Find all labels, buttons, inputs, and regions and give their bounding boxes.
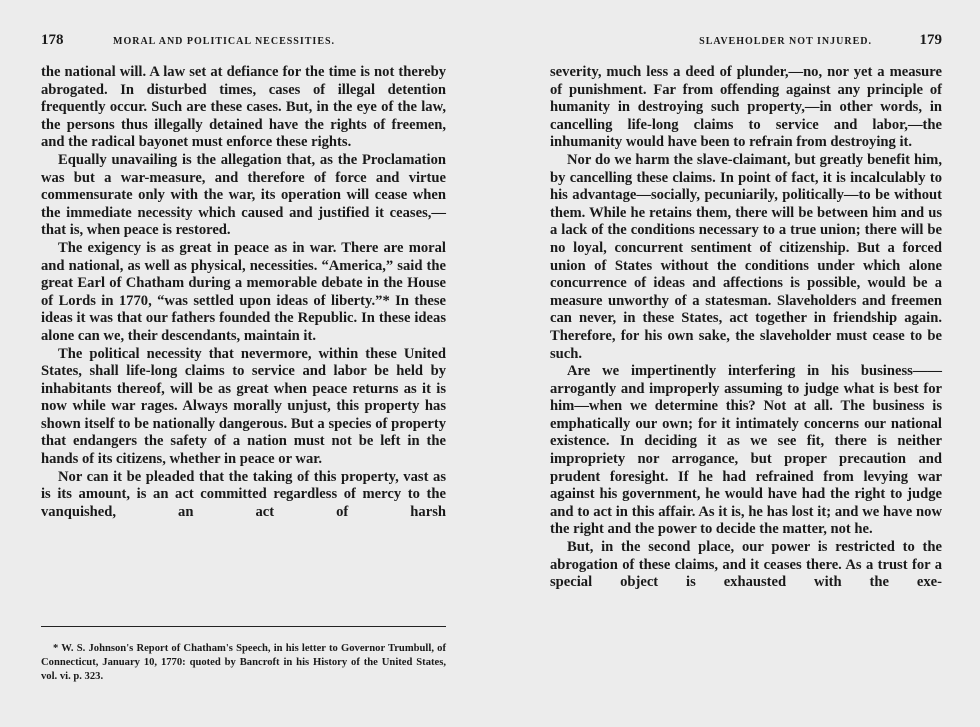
paragraph: But, in the second place, our power is restricted to the abrogation of these claims, and it ceases there. As a trust for a special object is exhausted with the exe- — [550, 539, 942, 591]
paragraph: Nor do we harm the slave-claimant, but greatly benefit him, by cancelling these claims. In point of fact, it is incalculably to his advantage—socially, pecuniarily, politically—to be without them. While he retains them, there will be between him and us a lack of the conditions necessary to a true union; there will be no loyal, concurrent sentiment of citizenship. But a forced union of States without the conditions under which alone concurrence of ideas and affections is possible, would be a measure unworthy of a statesman. Slaveholders and freemen can never, in these States, act together in friendship again. Therefore, for his own sake, the slaveholder must cease to be such. — [550, 151, 942, 362]
running-head-title: MORAL AND POLITICAL NECESSITIES. — [113, 36, 336, 47]
page-number: 178 — [41, 32, 64, 48]
paragraph: Nor can it be pleaded that the taking of this property, vast as is its amount, is an act committed regardless of mercy to the vanquished, an act of harsh — [41, 468, 446, 520]
body-text — [550, 64, 942, 592]
paragraph: severity, much less a deed of plunder,—no, nor yet a measure of punishment. Far from offending against any principle of humanity in destroying such property,—in other words, in cancelling life-long claims to service and labor,—the inhumanity would have been to refrain from destroying it. — [550, 64, 942, 151]
right-page — [550, 0, 942, 727]
running-head — [41, 32, 446, 56]
paragraph: The political necessity that nevermore, within these United States, shall life-long claims to service and labor be held by inhabitants thereof, will be as great when peace returns as it is now while war rages. Always morally unjust, this property has shown itself to be nationally dangerous. But a species of property that endangers the safety of a nation must not be left in the hands of its citizens, whether in peace or war. — [41, 345, 446, 468]
paragraph: The exigency is as great in peace as in war. There are moral and national, as well as physical, necessities. “America,” said the great Earl of Chatham during a memorable debate in the House of Lords in 1770, “was settled upon ideas of liberty.”* In these ideas it was that our fathers founded the Republic. In these ideas alone can we, their descendants, maintain it. — [41, 239, 446, 344]
running-head — [550, 32, 942, 56]
paragraph: Are we impertinently interfering in his business——arrogantly and improperly assuming to judge what is best for him—when we determine this? Not at all. The business is emphatically our own; for it intimately concerns our national existence. In deciding it as we see fit, there is neither impropriety nor arrogance, but proper precaution and prudent foresight. If he had refrained from levying war against his government, he would have had the right to judge and to act in this affair. As it is, he has lost it; and we have now the right and the power to decide the matter, not he. — [550, 363, 942, 538]
paragraph: Equally unavailing is the allegation that, as the Proclamation was but a war-measure, and therefore of force and virtue commensurate only with the war, its operation will cease when the immediate necessity which caused and justified it ceases,—that is, when peace is restored. — [41, 151, 446, 239]
footnote-divider — [41, 626, 446, 627]
left-page — [41, 0, 446, 727]
page-number: 179 — [919, 32, 942, 48]
footnote: * W. S. Johnson's Report of Chatham's Speech, in his letter to Governor Trumbull, of Connecticut, January 10, 1770: quoted by Bancroft in his History of the United States, vol. vi. p. 323. — [41, 643, 446, 682]
paragraph: the national will. A law set at defiance for the time is not thereby abrogated. In disturbed times, cases of illegal detention frequently occur. Such are these cases. But, in the eye of the law, the persons thus illegally detained have the rights of freemen, and the radical bayonet must enforce these rights. — [41, 64, 446, 151]
body-text — [41, 64, 446, 521]
running-head-title: SLAVEHOLDER NOT INJURED. — [699, 36, 872, 47]
